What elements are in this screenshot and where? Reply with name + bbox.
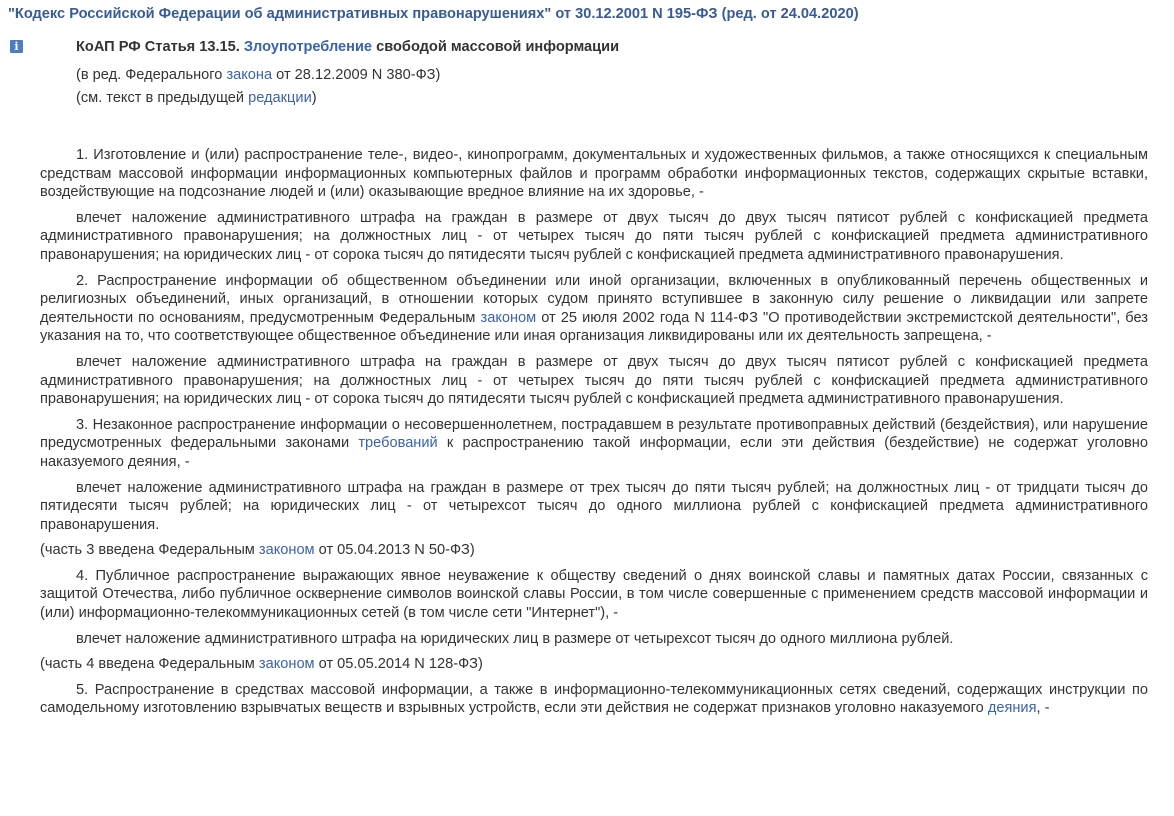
part-2-text-post: от 25 июля 2002 года N 114-ФЗ "О противодействии экстремистской деятельности", без указания на то, что соответствующее общественное объединение или иная организация ликвидированы или их деятельность запрещена, -	[40, 309, 1148, 345]
part-5-text-post: , -	[1036, 700, 1050, 717]
part-3-text-post: к распространению такой информации, если эти действия (бездействие) не содержат уголовно наказуемого деяния, -	[40, 435, 1148, 470]
part-2-text-pre: 2. Распространение информации об общественном объединении или иной организации, включенных в опубликованный перечень общественных и религиозных объединений, иных организаций, в отношении которых судом принято вступившее в законную силу решение о ликвидации или запрете деятельности по основаниям, предусмотренным Федеральным	[40, 272, 1148, 326]
note-part-3-law-link[interactable]: законом	[258, 542, 315, 559]
note-part-4-law-link[interactable]: законом	[258, 656, 315, 673]
article-heading-suffix: свободой массовой информации	[372, 39, 620, 55]
part-5-deed-link[interactable]: деяния	[987, 700, 1037, 717]
note-part-3-pre: (часть 3 введена Федеральным	[40, 542, 259, 559]
note-part-4	[40, 655, 1148, 674]
previous-edition-link[interactable]: редакции	[248, 90, 312, 106]
info-icon[interactable]: i	[10, 40, 23, 53]
paragraph-part-5	[40, 681, 1148, 718]
paragraph-part-1: 1. Изготовление и (или) распространение теле-, видео-, кинопрограмм, документальных и художественных фильмов, а также относящихся к специальным средствам массовой информации информационных компьютерных файлов и программ обработки информационных текстов, содержащих скрытые вставки, воздействующие на подсознание людей и (или) оказывающие вредное влияние на их здоровье, -	[40, 147, 1148, 201]
previous-edition-note	[76, 90, 317, 106]
part-2-law-link[interactable]: законом	[480, 309, 537, 326]
document-title: "Кодекс Российской Федерации об административных правонарушениях" от 30.12.2001 N 195-ФЗ (ред. от 24.04.2020)	[8, 6, 859, 22]
part-3-requirements-link[interactable]: требований	[358, 435, 438, 452]
part-5-text-pre: 5. Распространение в средствах массовой информации, а также в информационно-телекоммуникационных сетях сведений, содержащих инструкции по самодельному изготовлению взрывчатых веществ и взрывных устройств, если эти действия не содержат признаков уголовно наказуемого	[40, 681, 1148, 717]
note-part-3-post: от 05.04.2013 N 50-ФЗ)	[314, 542, 475, 559]
law-link[interactable]: закона	[226, 67, 273, 83]
revision-note-pre: (в ред. Федерального	[76, 67, 227, 83]
article-body	[40, 146, 1148, 725]
revision-note	[76, 67, 440, 83]
paragraph-penalty-4: влечет наложение административного штрафа на юридических лиц в размере от четырехсот тысяч до одного миллиона рублей.	[76, 630, 954, 647]
paragraph-penalty-1: влечет наложение административного штрафа на граждан в размере от двух тысяч до двух тысяч пятисот рублей с конфискацией предмета административного правонарушения; на должностных лиц - от четырех тысяч до пяти тысяч рублей с конфискацией предмета административного правонарушения; на юридических лиц - от сорока тысяч до пятидесяти тысяч рублей с конфискацией предмета административного правонарушения.	[40, 209, 1148, 263]
paragraph-part-4: 4. Публичное распространение выражающих явное неуважение к обществу сведений о днях воинской славы и памятных датах России, связанных с защитой Отечества, либо публичное осквернение символов воинской славы России, в том числе совершенные с применением средств массовой информации и (или) информационно-телекоммуникационных сетей (в том числе сети "Интернет"), -	[40, 567, 1148, 622]
article-heading-prefix: КоАП РФ Статья 13.15.	[76, 39, 244, 55]
paragraph-part-2	[40, 272, 1148, 346]
paragraph-penalty-3: влечет наложение административного штрафа на граждан в размере от трех тысяч до пяти тысяч рублей; на должностных лиц - от тридцати тысяч до пятидесяти тысяч рублей; на юридических лиц - от четырехсот тысяч до одного миллиона рублей с конфискацией предмета административного правонарушения.	[40, 479, 1148, 533]
previous-edition-post: )	[311, 90, 317, 106]
note-part-4-post: от 05.05.2014 N 128-ФЗ)	[314, 656, 483, 673]
note-part-4-pre: (часть 4 введена Федеральным	[40, 656, 259, 673]
paragraph-penalty-2: влечет наложение административного штрафа на граждан в размере от двух тысяч до двух тысяч пятисот рублей с конфискацией предмета административного правонарушения; на должностных лиц - от четырех тысяч до пяти тысяч рублей с конфискацией предмета административного правонарушения; на юридических лиц - от сорока тысяч до пятидесяти тысяч рублей с конфискацией предмета административного правонарушения.	[40, 353, 1148, 408]
article-heading-link[interactable]: Злоупотребление	[243, 39, 373, 55]
part-3-text-pre: 3. Незаконное распространение информации о несовершеннолетнем, пострадавшем в результате противоправных действий (бездействия), или нарушение предусмотренных федеральными законами	[40, 416, 1148, 452]
article-heading	[76, 39, 619, 55]
previous-edition-pre: (см. текст в предыдущей	[76, 90, 249, 106]
revision-note-post: от 28.12.2009 N 380-ФЗ)	[272, 67, 441, 83]
paragraph-part-3	[40, 416, 1148, 472]
note-part-3	[40, 541, 1148, 560]
